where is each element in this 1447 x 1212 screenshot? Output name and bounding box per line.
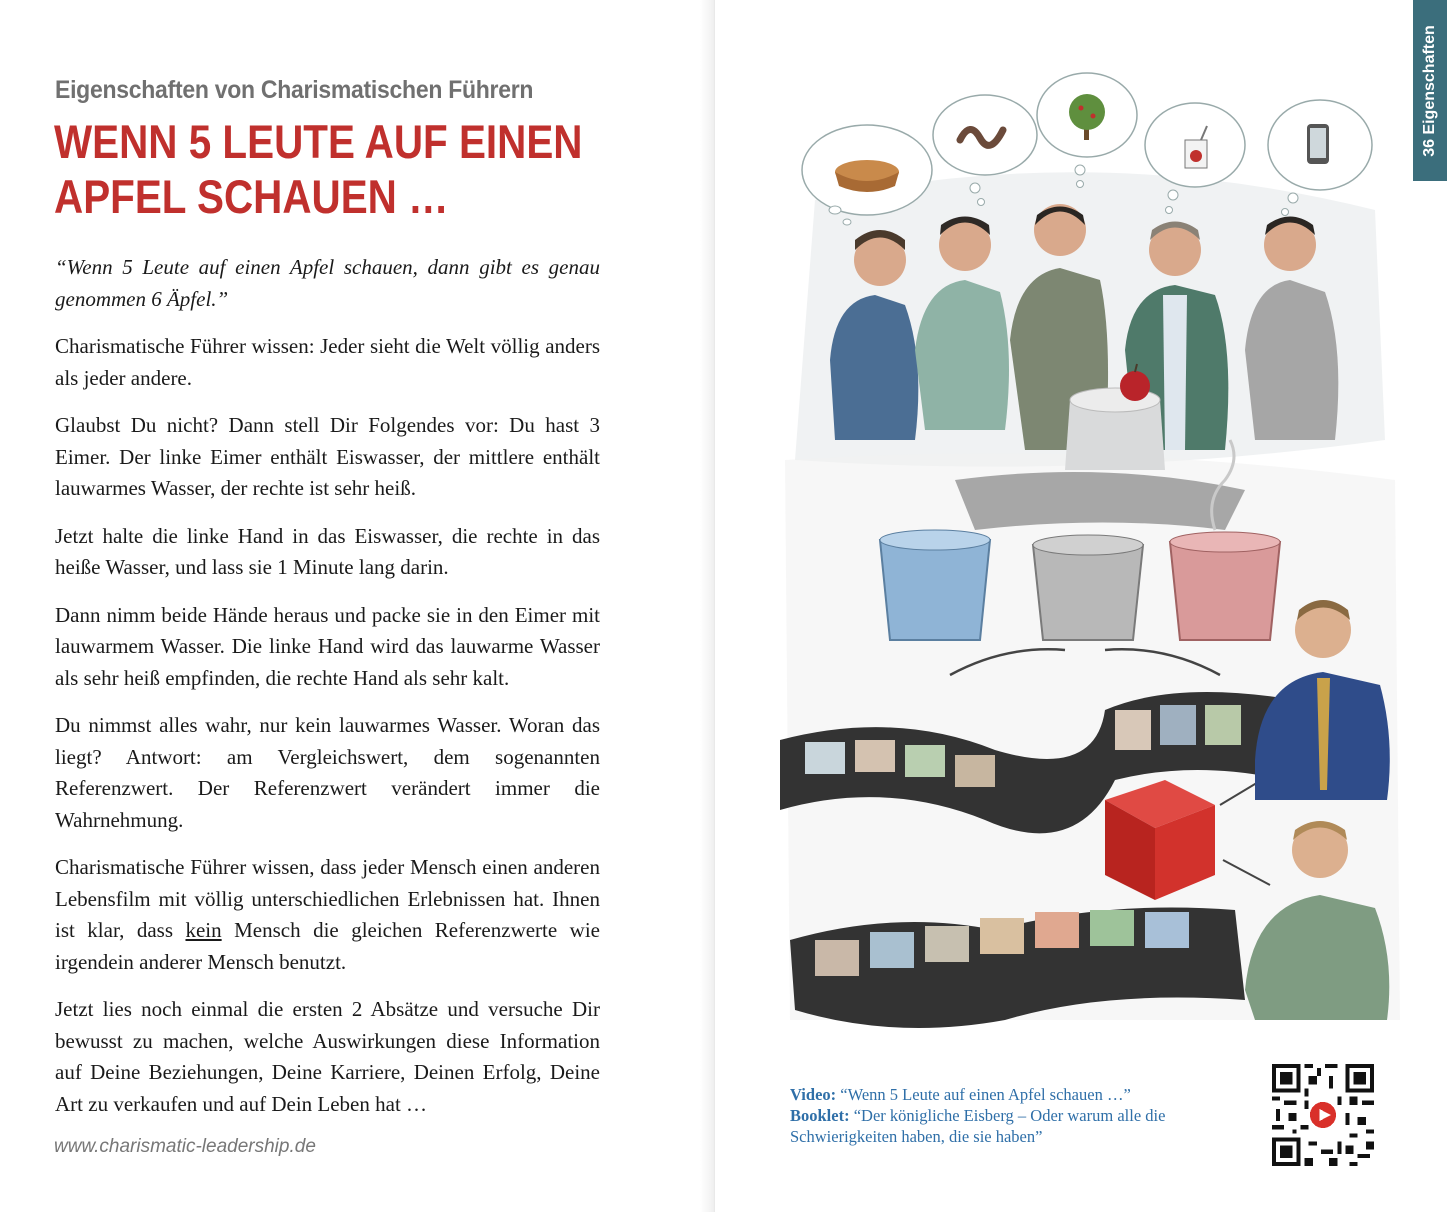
booklet-label: Booklet: [790, 1106, 850, 1125]
bucket-lukewarm-water [1033, 545, 1143, 640]
media-caption [790, 1084, 1240, 1147]
body-text [55, 252, 600, 1136]
paragraph-6-c: Mensch die gleichen Referenzwerte wie irgendein anderer Mensch benutzt. [55, 918, 600, 974]
video-line[interactable] [790, 1084, 1240, 1105]
thought-bubble-tree-icon [1037, 73, 1137, 188]
booklet-line[interactable] [790, 1105, 1240, 1147]
paragraph-4: Dann nimm beide Hände heraus und packe sie in den Eimer mit lauwarmem Wasser. Die linke Hand wird das lauwarme Wasser als sehr heiß empfinden, die rechte Hand als sehr kalt. [55, 602, 600, 690]
headline-line-2: APFEL SCHAUEN … [54, 170, 449, 223]
video-label: Video: [790, 1085, 837, 1104]
side-tab-label: 36 Eigenschaften [1421, 24, 1438, 157]
illustration [775, 60, 1410, 1050]
paragraph-5: Du nimmst alles wahr, nur kein lauwarmes Wasser. Woran das liegt? Antwort: am Vergleichswert, dem sogenannten Referenzwert. Der Referenzwert verändert immer die Wahrnehmung. [55, 713, 600, 832]
qr-code-icon[interactable] [1272, 1064, 1374, 1166]
video-title: “Wenn 5 Leute auf einen Apfel schauen …” [836, 1085, 1131, 1104]
paragraph-6-a: Charismatische Führer wissen, dass jeder Mensch einen anderen Lebensfilm mit völlig unterschiedlichen Erlebnissen hat. [55, 855, 600, 911]
paragraph-3: Jetzt halte die linke Hand in das Eiswasser, die rechte in das heiße Wasser, und lass sie 1 Minute lang darin. [55, 523, 600, 579]
section-kicker: Eigenschaften von Charismatischen Führern [55, 76, 534, 104]
intro-quote: “Wenn 5 Leute auf einen Apfel schauen, dann gibt es genau genommen 6 Äpfel.” [55, 255, 600, 311]
paragraph-2: Glaubst Du nicht? Dann stell Dir Folgendes vor: Du hast 3 Eimer. Der linke Eimer enthält Eiswasser, der mittlere enthält lauwarmes Wasser, der rechte ist sehr heiß. [55, 413, 600, 500]
paragraph-1: Charismatische Führer wissen: Jeder sieht die Welt völlig anders als jeder andere. [55, 334, 600, 390]
booklet-title: “Der königliche Eisberg – Oder warum alle die Schwierigkeiten haben, die sie haben” [790, 1106, 1166, 1146]
headline-line-1: WENN 5 LEUTE AUF EINEN [54, 115, 583, 168]
paragraph-6-b: Ihnen ist klar, dass [55, 886, 600, 942]
paragraph-7: Jetzt lies noch einmal die ersten 2 Absätze und versuche Dir bewusst zu machen, welche Auswirkungen diese Information auf Deine Beziehungen, Deine Karriere, Deinen Erfolg, Deine Art zu verkaufen und auf Dein Leben hat … [55, 997, 600, 1116]
footer-url[interactable]: www.charismatic-leadership.de [54, 1136, 316, 1157]
chapter-side-tab [1413, 0, 1447, 181]
paragraph-6 [55, 852, 600, 978]
left-page [0, 0, 714, 1212]
page-headline [54, 114, 587, 224]
bucket-hot-water [1170, 542, 1280, 640]
bucket-ice-water [880, 540, 990, 640]
underlined-word: kein [185, 918, 222, 942]
